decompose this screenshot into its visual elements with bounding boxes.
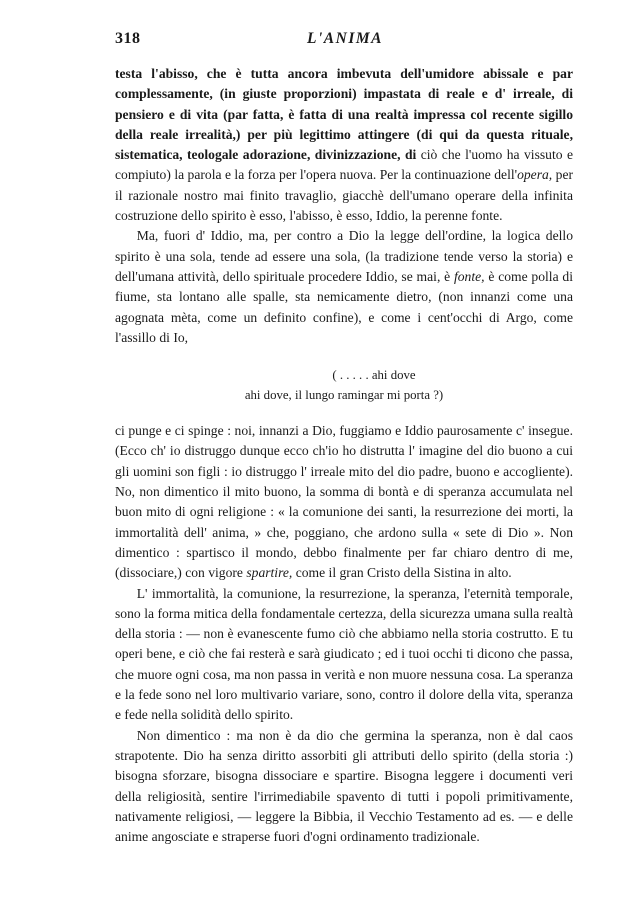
body-text [115,64,573,847]
paragraph-1 [115,64,573,226]
verse-quote-line-2: ahi dove, il lungo ramingar mi porta ?) [244,388,444,403]
paragraph-5: Non dimentico : ma non è da dio che germina la speranza, non è dal caos strapotente. Dio ha senza diritto assorbiti gli attributi dello spirito (della storia :) bisogna sforzare, bisogna dissociare e spartire. Bisogna leggere i documenti veri della religiosità, sentire l'irrimediabile spavento di tutti i popoli primitivamente, nativamente religiosi, — leggere la Bibbia, il Vecchio Testamento ad es. — e delle anime angosciate e straperse fuori d'ogni ordinamento tradizionale. [115,727,573,845]
running-title: L'ANIMA [307,30,383,47]
paragraph-2-text-a: Ma, fuori d' Iddio, ma, per contro a Dio la legge dell'ordine, la logica dello spirito è una sola, tende ad essere una sola, (la tradizione tende verso la storia) e dell'umana attività, dello spirituale procedere Iddio, se mai, è [115,228,573,284]
paragraph-1-bold-run: testa l'abisso, che è tutta ancora imbevuta dell'umidore abissale e par complessamente, (in giuste proporzioni) impastata di reale e d' irreale, di pensiero e di vita (par fatta, è fatta di una realtà impressa col recente sigillo della reale irrealità,) per più legittimo attingere (di qui da questa rituale, sistematica, teologale adorazione, divinizzazione, di [115,66,573,163]
paragraph-4: L' immortalità, la comunione, la resurrezione, la speranza, l'eternità temporale, sono la forma mitica della fondamentale certezza, della sicurezza umana sulla realtà della storia : — non è evanescente fumo ciò che abbiamo nella storia costrutto. E tu operi bene, e ciò che fai resterà e sarà giudicato ; ed i tuoi occhi ti dicono che passa, che muore ogni cosa, ma non passa in verità e non muore nessuna cosa. La speranza e la fede sono nel loro multivario variare, sono, contro il dolore della vita, speranza e fede nella solidità dello spirito. [115,585,573,723]
page-number: 318 [115,30,141,47]
paragraph-1-text-b: per il razionale nostro mai finito travaglio, giacchè dell'umano operare della infinita costruzione dello spirito è esso, l'abisso, è esso, Iddio, la perenne fonte. [115,167,573,224]
page-header [115,30,575,52]
verse-quote-line-1: ( . . . . . ahi dove [332,368,416,383]
paragraph-1-emphasis: opera, [517,167,553,183]
paragraph-3-text-b: come il gran Cristo della Sistina in alto. [292,565,512,581]
paragraph-1-text-a: ciò che l'uomo ha vissuto e compiuto) la parola e la forza per l'opera nuova. Per la continuazione dell' [115,147,573,183]
paragraph-3-emphasis: spartire, [246,565,293,581]
paragraph-3 [115,421,573,583]
verse-quote [115,365,573,405]
paragraph-2-emphasis: fonte, [453,268,485,284]
paragraph-2-text-b: è come polla di fiume, sta lontano alle spalle, sta nemicamente dietro, (non innanzi come una agognata mèta, come un definito confine), e come i cent'occhi di Argo, come l'assillo di Io, [115,268,573,345]
paragraph-3-text-a: ci punge e ci spinge : noi, innanzi a Dio, fuggiamo e Iddio paurosamente c' insegue. (Ecco ch' io distruggo dunque ecco ch'io ho distrutta l' imagine del dio buono a cui gli uomini son figli : io distruggo l' irreale mito del dio padre, buono e accogliente). No, non dimentico il mito buono, la somma di bontà e di speranza accumulata nel buon mito di ogni religione : « la comunione dei santi, la resurrezione dei morti, la immortalità dell' anima, » che, poggiano, che ardono sulla « sete di Dio ». Non dimentico : spartisco il mondo, debbo finalmente per far chiaro dentro di me, (dissociare,) con vigore [115,423,573,581]
paragraph-2 [115,226,573,348]
